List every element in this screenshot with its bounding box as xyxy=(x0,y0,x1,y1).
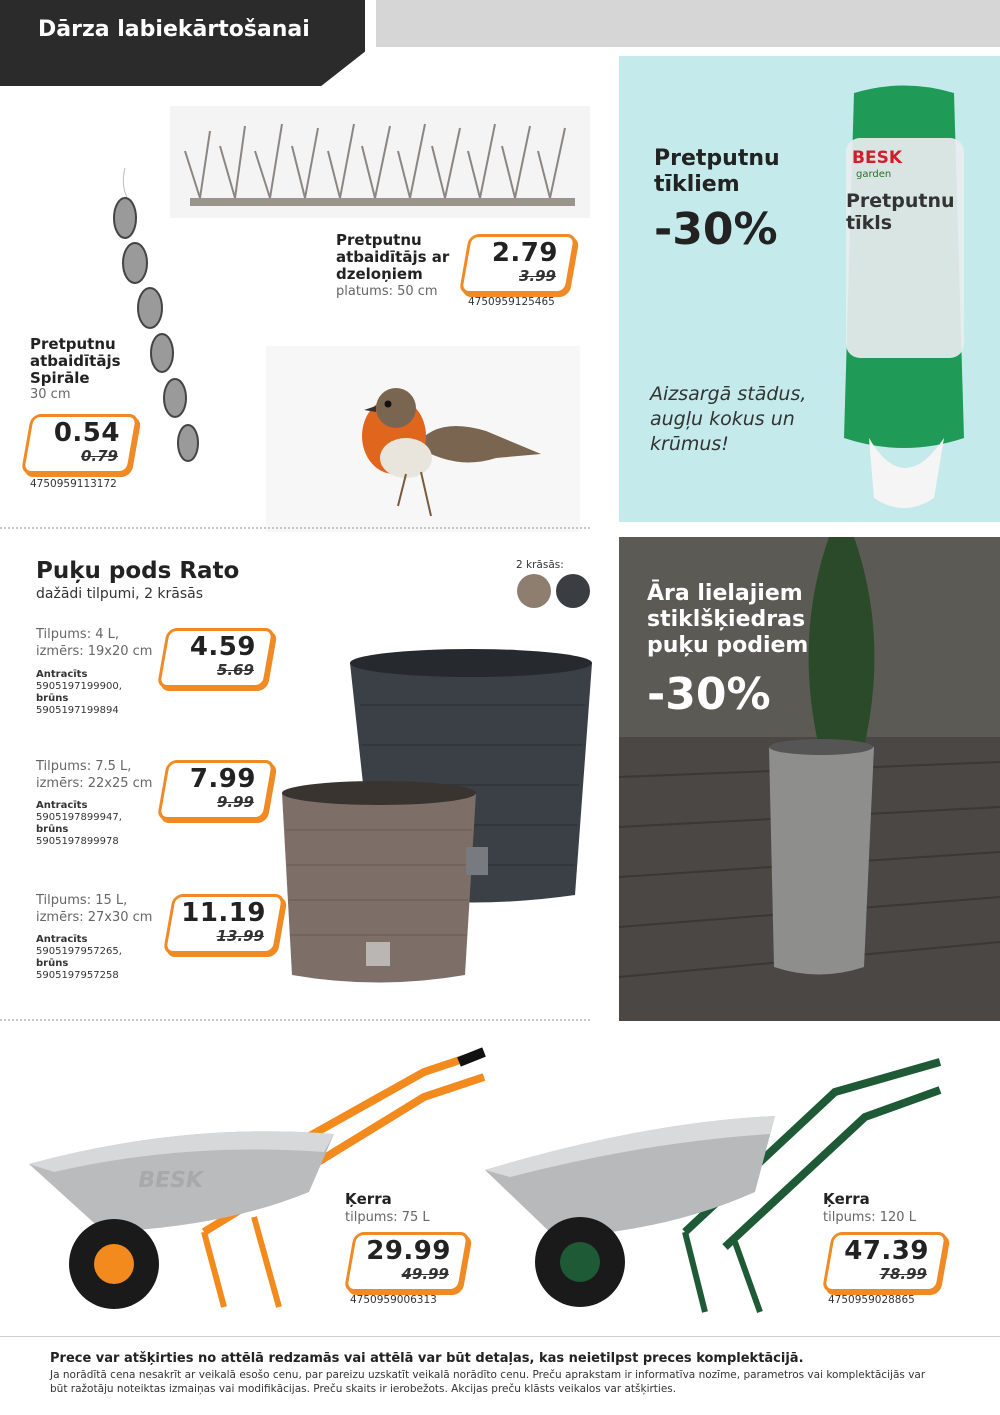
price-tag-spikes xyxy=(464,234,572,294)
variant-color2: brūns xyxy=(36,958,69,969)
promo-title: Pretputnu tīkliem xyxy=(654,146,780,197)
price: 47.39 xyxy=(844,1236,929,1266)
old-price: 49.99 xyxy=(401,1265,449,1283)
variant-color1: Antracīts xyxy=(36,934,88,945)
variant-sku1: 5905197199900, xyxy=(36,681,122,692)
product-sub-wheelbarrow-75: tilpums: 75 L xyxy=(345,1210,430,1225)
old-price: 13.99 xyxy=(216,927,264,945)
price-tag-wheelbarrow-75 xyxy=(349,1232,465,1292)
promo-discount: -30% xyxy=(647,669,771,720)
sku-wheelbarrow-75: 4750959006313 xyxy=(350,1294,437,1306)
variant-sku2: 5905197199894 xyxy=(36,705,119,716)
page-title: Dārza labiekārtošanai xyxy=(38,17,310,42)
variant-sku1: 5905197957265, xyxy=(36,946,122,957)
rato-pots-image xyxy=(280,645,596,990)
variant-sku2: 5905197899978 xyxy=(36,836,119,847)
old-price: 0.79 xyxy=(80,447,118,465)
price: 11.19 xyxy=(181,898,266,928)
variant-color2: brūns xyxy=(36,824,69,835)
price-tag-pot-4l xyxy=(162,628,270,688)
price: 29.99 xyxy=(366,1236,451,1266)
old-price: 3.99 xyxy=(518,267,556,285)
footer-disclaimer: Ja norādītā cena nesakrīt ar veikalā esošo cenu, par pareizu uzskatīt veikalā norādīto cenu. Preču aprakstam ir informatīva nozīme, parametros vai komplektācijās var būt ražotāju noteiktas izmaiņas vai modifikācijas. Preču skaits ir ierobežots. Akcijas preču klāsts veikalos var atšķirties. xyxy=(50,1369,926,1395)
old-price: 5.69 xyxy=(216,661,254,679)
color-swatch-anthracite xyxy=(556,574,590,608)
promo-note: Aizsargā stādus, augļu kokus un krūmus! xyxy=(650,383,807,455)
old-price: 78.99 xyxy=(879,1265,927,1283)
variant-color1: Antracīts xyxy=(36,800,88,811)
price-tag-pot-15l xyxy=(168,894,280,954)
package-label: Pretputnu tīkls xyxy=(846,190,955,234)
price: 2.79 xyxy=(491,238,558,268)
product-name-wheelbarrow-120: Ķerra xyxy=(823,1190,870,1208)
sku-spiral: 4750959113172 xyxy=(30,478,117,490)
variant-size: izmērs: 19x20 cm xyxy=(36,644,153,659)
price: 0.54 xyxy=(53,418,120,448)
product-sub-spiral: 30 cm xyxy=(30,387,71,402)
promo-title: Āra lielajiem stiklšķiedras puķu podiem xyxy=(647,581,809,658)
variant-sku2: 5905197957258 xyxy=(36,970,119,981)
variant-volume: Tilpums: 4 L, xyxy=(36,627,119,642)
price: 7.99 xyxy=(189,764,256,794)
price: 4.59 xyxy=(189,632,256,662)
robin-bird-image xyxy=(266,346,580,532)
product-name-wheelbarrow-75: Ķerra xyxy=(345,1190,392,1208)
variant-color1: Antracīts xyxy=(36,669,88,680)
bird-net-package-image xyxy=(824,78,984,508)
price-tag-wheelbarrow-120 xyxy=(827,1232,943,1292)
variant-sku1: 5905197899947, xyxy=(36,812,122,823)
promo-fiberglass-pots xyxy=(619,537,1000,1021)
price-tag-pot-7-5l xyxy=(162,760,270,820)
header-tab xyxy=(0,0,365,86)
sku-wheelbarrow-120: 4750959028865 xyxy=(828,1294,915,1306)
variant-volume: Tilpums: 7.5 L, xyxy=(36,759,132,774)
footer-divider xyxy=(0,1336,1000,1337)
promo-discount: -30% xyxy=(654,204,778,255)
variant-color2: brūns xyxy=(36,693,69,704)
package-brand: BESK xyxy=(852,148,902,168)
sku-spikes: 4750959125465 xyxy=(468,296,555,308)
variant-volume: Tilpums: 15 L, xyxy=(36,893,128,908)
product-name-pot: Puķu pods Rato xyxy=(36,558,240,584)
wheelbarrow-brand: BESK xyxy=(135,1168,205,1193)
color-swatch-brown xyxy=(517,574,551,608)
colors-label: 2 krāsās: xyxy=(516,559,564,571)
product-sub-wheelbarrow-120: tilpums: 120 L xyxy=(823,1210,916,1225)
variant-size: izmērs: 22x25 cm xyxy=(36,776,153,791)
promo-bird-nets xyxy=(619,56,1000,522)
bird-spikes-image xyxy=(170,106,590,218)
product-sub-pot: dažādi tilpumi, 2 krāsās xyxy=(36,586,204,602)
price-tag-spiral xyxy=(26,414,134,474)
product-sub-spikes: platums: 50 cm xyxy=(336,284,438,299)
old-price: 9.99 xyxy=(216,793,254,811)
package-sub: garden xyxy=(856,169,892,180)
separator xyxy=(0,527,590,529)
separator xyxy=(0,1019,590,1021)
header-bar xyxy=(376,0,1000,47)
product-name-spikes: Pretputnu atbaidītājs ar dzeloņiem xyxy=(336,231,450,283)
variant-size: izmērs: 27x30 cm xyxy=(36,910,153,925)
footer-disclaimer-bold: Prece var atšķirties no attēlā redzamās vai attēlā var būt detaļas, kas neietilpst preces komplektācijā. xyxy=(50,1351,804,1366)
product-name-spiral: Pretputnu atbaidītājs Spirāle xyxy=(30,335,121,387)
